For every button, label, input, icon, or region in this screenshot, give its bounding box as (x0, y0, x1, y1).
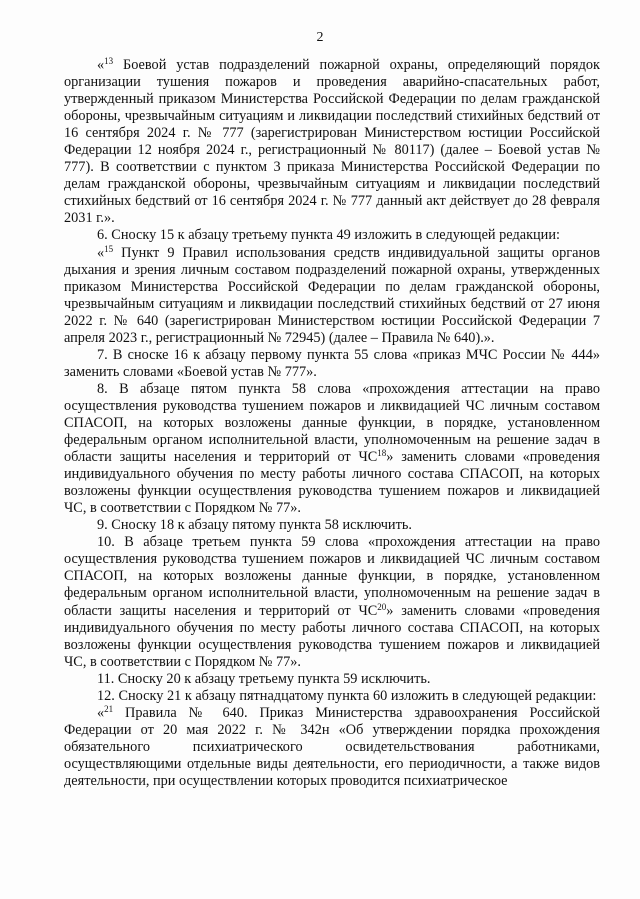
paragraph-footnote-13 (64, 57, 600, 227)
text-run: « (97, 57, 105, 73)
paragraph-item-11 (64, 671, 600, 688)
page-number: 2 (316, 30, 324, 45)
paragraph-item-6 (64, 227, 600, 244)
paragraph-item-9 (64, 517, 600, 534)
text-run: « (97, 244, 105, 261)
text-run: 8. В абзаце пятом пункта 58 слова «прохождения аттестации на право осуществления руководства тушением пожаров и ликвидацией ЧС личным составом СПАСОП, на которых возложены данные функции, в порядке, установленном федеральным органом исполнительной власти, уполномоченным на решение задач в области защиты населения и территорий от ЧС (64, 380, 600, 466)
paragraph-item-7 (64, 347, 600, 381)
text-run: » заменить словами «проведения индивидуального обучения по месту работы личного состава СПАСОП, на которых возложены функции осуществления руководства тушением пожаров и ликвидацией ЧС, в соответствии с Порядком № 77». (64, 602, 600, 670)
text-run: Правила № 640. Приказ Министерства здравоохранения Российской Федерации от 20 мая 2022 г. № 342н «Об утверждении порядка прохождения обязательного психиатрического освидетельствования работниками, осуществляющими отдельные виды деятельности, его периодичности, а также видов деятельности, при осуществлении которых проводится психиатрическое (64, 704, 600, 789)
document-body (64, 57, 600, 790)
text-run: » заменить словами «проведения индивидуального обучения по месту работы личного состава СПАСОП, на которых возложены функции осуществления руководства тушением пожаров и ликвидацией ЧС, в соответствии с Порядком № 77». (64, 449, 600, 517)
paragraph-item-12 (64, 688, 600, 705)
text-run: Боевой устав подразделений пожарной охраны, определяющий порядок организации тушения пожаров и проведения аварийно-спасательных работ, утвержденный приказом Министерства Российской Федерации по делам гражданской обороны, чрезвычайным ситуациям и ликвидации последствий стихийных бедствий от 16 сентября 2024 г. № 777 (зарегистрирован Министерством юстиции Российской Федерации 12 ноября 2024 г., регистрационный № 80117) (далее – Боевой устав № 777). В соответствии с пунктом 3 приказа Министерства Российской Федерации по делам гражданской обороны, чрезвычайным ситуациям и ликвидации последствий стихийных бедствий от 16 сентября 2024 г. № 777 данный акт действует до 28 февраля 2031 г.». (64, 57, 600, 227)
paragraph-item-10 (64, 534, 600, 670)
paragraph-item-8 (64, 381, 600, 517)
text-run: « (97, 704, 105, 721)
text-run: 11. Сноску 20 к абзацу третьему пункта 59 исключить. (97, 670, 431, 687)
footnote-marker: 18 (377, 448, 387, 459)
text-run: 6. Сноску 15 к абзацу третьему пункта 49 изложить в следующей редакции: (97, 227, 560, 244)
text-run: 10. В абзаце третьем пункта 59 слова «прохождения аттестации на право осуществления руководства тушением пожаров и ликвидацией ЧС личным составом СПАСОП, на которых возложены данные функции, в порядке, установленном федеральным органом исполнительной власти, уполномоченным на решение задач в области защиты населения и территорий от ЧС (64, 534, 600, 619)
text-run: 12. Сноску 21 к абзацу пятнадцатому пункта 60 изложить в следующей редакции: (97, 687, 597, 704)
text-run: Пункт 9 Правил использования средств индивидуальной защиты органов дыхания и зрения личным составом подразделений пожарной охраны, утвержденных приказом Министерства Российской Федерации по делам гражданской обороны, чрезвычайным ситуациям и ликвидации последствий стихийных бедствий от 27 июня 2022 г. № 640 (зарегистрирован Министерством юстиции Российской Федерации 7 апреля 2023 г., регистрационный № 72945) (далее – Правила № 640).». (64, 244, 600, 346)
paragraph-footnote-21 (64, 705, 600, 790)
footnote-marker: 20 (377, 601, 387, 612)
footnote-marker: 13 (104, 56, 114, 66)
paragraph-footnote-15 (64, 245, 600, 347)
footnote-marker: 15 (104, 243, 114, 254)
text-run: 9. Сноску 18 к абзацу пятому пункта 58 исключить. (97, 517, 412, 534)
text-run: 7. В сноске 16 к абзацу первому пункта 55 слова «приказ МЧС России № 444» заменить словами «Боевой устав № 777». (64, 346, 600, 380)
footnote-marker: 21 (104, 703, 114, 714)
